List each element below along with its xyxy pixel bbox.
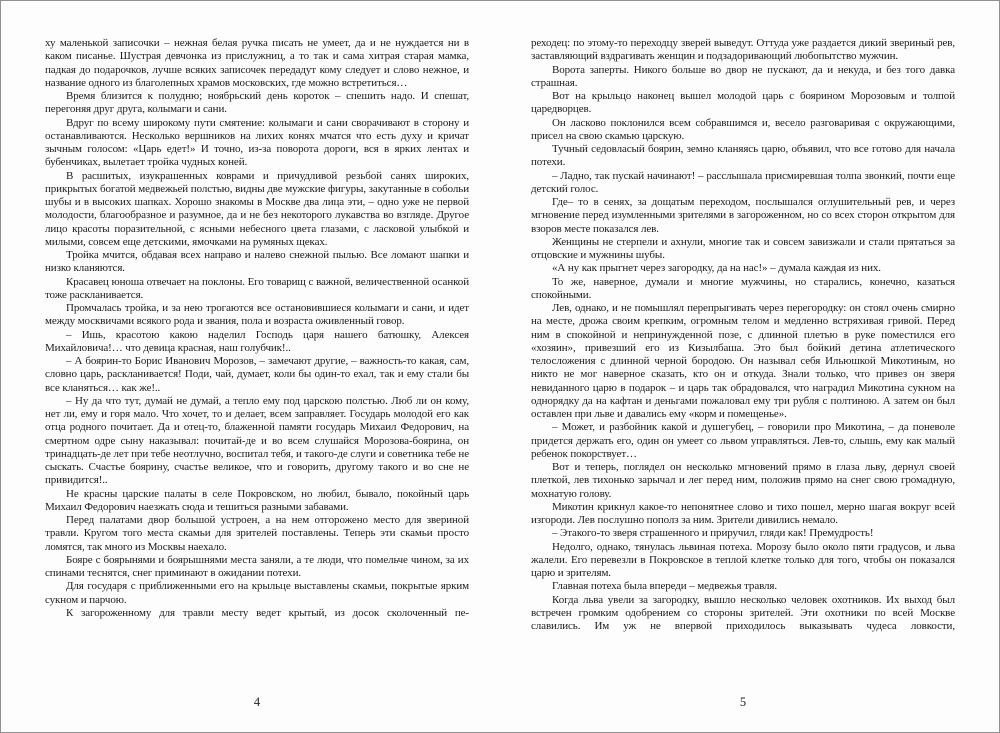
paragraph: Тройка мчится, обдавая всех направо и налево снежной пылью. Все ломают шапки и низко кланяются. [45,249,469,275]
paragraph: Красавец юноша отвечает на поклоны. Его товарищ с важной, величественной осанкой тоже раскланивается. [45,275,469,301]
paragraph: Тучный седовласый боярин, земно кланяясь царю, объявил, что все готово для начала потехи. [531,143,955,169]
paragraph: – Ладно, так пускай начинают! – расслышала присмиревшая толпа звонкий, почти еще детский голос. [531,169,955,195]
paragraph: Главная потеха была впереди – медвежья травля. [552,580,778,593]
paragraph: Он ласково поклонился всем собравшимся и, весело разговаривая с окружающими, присел на свою скамью царскую. [531,116,955,142]
paragraph: Микотин крикнул какое-то непонятнее слово и тихо пошел, мерно шагая вокруг всей изгороди. Лев послушно пополз за ним. Зрители дивились немало. [531,500,955,526]
paragraph: То же, наверное, думали и многие мужчины, но старались, конечно, казаться спокойными. [531,275,955,301]
page-right [500,1,999,732]
paragraph: Вот и теперь, поглядел он несколько мгновений прямо в глаза льву, дернул своей плеткой, лев тихонько зарычал и лег перед ним, положив прямо на снег свою громадную, мохнатую голову. [531,461,955,500]
page-left-text [45,37,469,620]
paragraph: Для государя с приближенными его на крыльце выставлены скамьи, покрытые ярким сукном и парчою. [45,580,469,606]
paragraph: ху маленькой записочки – нежная белая ручка писать не умеет, да и не нуждается ни в каком писанье. Шустрая девчонка из прислужниц, а то так и сама хитрая старая мамка, падкая до подарочков, лучше всяких записочек передадут кому следует и слово нежное, и название одного из благолепных храмов московских, где можно встретиться… [45,37,469,89]
page-number-right: 5 [739,695,747,709]
page-left [1,1,500,732]
paragraph: – Этакого-то зверя страшенного и приручил, гляди как! Премудрость! [552,527,874,540]
paragraph: Перед палатами двор большой устроен, а на нем отгорожено место для звериной травли. Кругом того места скамьи для зрителей поставлены. Теперь эти скамьи просто ломятся, так много из Москвы наехало. [45,514,469,553]
paragraph: Вот на крыльцо наконец вышел молодой царь с боярином Морозовым и толпой царедворцев. [531,90,955,116]
paragraph: – А боярин-то Борис Иванович Морозов, – замечают другие, – важность-то какая, сам, словно царь, раскланивается! Поди, чай, думает, коли бы один-то ехал, так и ему стали бы все кланяться… как же!.. [45,355,469,394]
paragraph: Женщины не стерпели и ахнули, многие так и совсем завизжали и стали прятаться за отцовские и мужнины шубы. [531,235,955,261]
paragraph: Когда льва увели за загородку, вышло несколько человек охотников. Их выход был встречен громким одобрением со стороны зрителей. Эти охотники по всей Москве славились. Им уж не впервой приходилось выказывать чудеса ловкости, [531,593,955,632]
paragraph: Промчалась тройка, и за нею трогаются все остановившиеся колымаги и сани, и идет между москвичами всякого рода и звания, пола и возраста оживленный говор. [45,302,469,328]
paragraph: Недолго, однако, тянулась львиная потеха. Морозу было около пяти градусов, и льва жалели. Его перевезли в Покровское в теплой клетке только для того, чтобы он показался царю и зрителям. [531,540,955,579]
paragraph: К загороженному для травли месту ведет крытый, из досок сколоченный пе- [66,606,469,619]
paragraph: – Ишь, красотою какою наделил Господь царя нашего батюшку, Алексея Михайловича!… что девица красная, наш голубчик!.. [45,328,469,354]
paragraph: – Может, и разбойник какой и душегубец, – говорили про Микотина, – да поневоле придется держать его, один он умеет со львом управляться. Лев-то, слышь, ему как малый ребенок покорствует… [531,421,955,460]
paragraph: – Ну да что тут, думай не думай, а тепло ему под царскою полстью. Люб ли он кому, нет ли, ему и горя мало. Что хочет, то и делает, всем заправляет. Государь молодой его как отца родного почитает. Да и отец-то, блаженной памяти государь Михаил Федорович, на смертном одре сыну наказывал: почитай-де и во всем слушайся Морозова-боярина, он тринадцать-де лет при тебе неотлучно, воспитал тебя, и такого-де слуги и советника тебе не сыскать. Счастье боярину, счастье великое, что и говорить, другому такого и во сне не привидится!.. [45,394,469,487]
paragraph: Бояре с боярынями и боярышнями места заняли, а те люди, что помельче чином, за их спинами теснятся, снег приминают в ожидании потехи. [45,553,469,579]
paragraph: реходец: по этому-то переходцу зверей выведут. Оттуда уже раздается дикий звериный рев, заставляющий вздрагивать женщин и подзадоривающий любопытство мужчин. [531,37,955,63]
paragraph: Ворота заперты. Никого больше во двор не пускают, да и некуда, и без того давка страшная. [531,63,955,89]
page-number-left: 4 [253,695,261,709]
paragraph: Где– то в сенях, за дощатым переходом, послышался оглушительный рев, и через мгновение перед изумленными зрителями в загороженном, но со всех сторон открытом для взоров месте показался лев. [531,196,955,235]
paragraph: Вдруг по всему широкому пути смятение: колымаги и сани сворачивают в сторону и останавливаются. Несколько вершников на лихих конях мчатся что есть духу и кричат зычным голосом: «Царь едет!» И точно, из-за поворота дороги, вся в ярких лентах и бубенчиках, вылетает тройка чудных коней. [45,116,469,169]
paragraph: Время близится к полудню; ноябрьский день короток – спешить надо. И спешат, перегоняя друг друга, колымаги и сани. [45,90,469,116]
paragraph: Не красны царские палаты в селе Покровском, но любил, бывало, покойный царь Михаил Федорович наезжать сюда и тешиться разными забавами. [45,487,469,513]
paragraph: Лев, однако, и не помышлял перепрыгивать через перегородку: он стоял очень смирно на месте, дрожа своим крепким, огромным телом и медленно встряхивая гривой. Перед ним в спокойной и непринужденной позе, с длинной плетью в руке поместился его «хозяин», привезший его из Кизылбаша. Это был бойкий детина атлетического телосложения с длинной черной бородою. Он называл себя Ильюшкой Микотиным, но никто не мог наверное сказать, кто он и откуда. Знали только, что привез он зверя невиданного царю в подарок – и царь так обрадовался, что наградил Микотина сукном на однорядку да на кафтан и деньгами пожаловал ему три рубля с полтиною. А затем он был оставлен при льве и давались ему «корм и помещенье». [531,302,955,420]
page-right-text [531,37,955,633]
paragraph: «А ну как прыгнет через загородку, да на нас!» – думала каждая из них. [552,262,881,275]
paragraph: В расшитых, изукрашенных коврами и причудливой резьбой санях широких, прикрытых богатой медвежьей полстью, видны две мужские фигуры, закутанные в собольи шубы и в высоких шапках. Хорошо знакомы в Москве два лица эти, – одно уже не первой молодости, благообразное и разумное, да и не без некоторого лукавства во взгляде. Другое лицо красоты поразительной, с ясными небесного цвета глазами, с ласковой улыбкой и милыми, совсем еще детскими, ямочками на румяных щеках. [45,169,469,248]
